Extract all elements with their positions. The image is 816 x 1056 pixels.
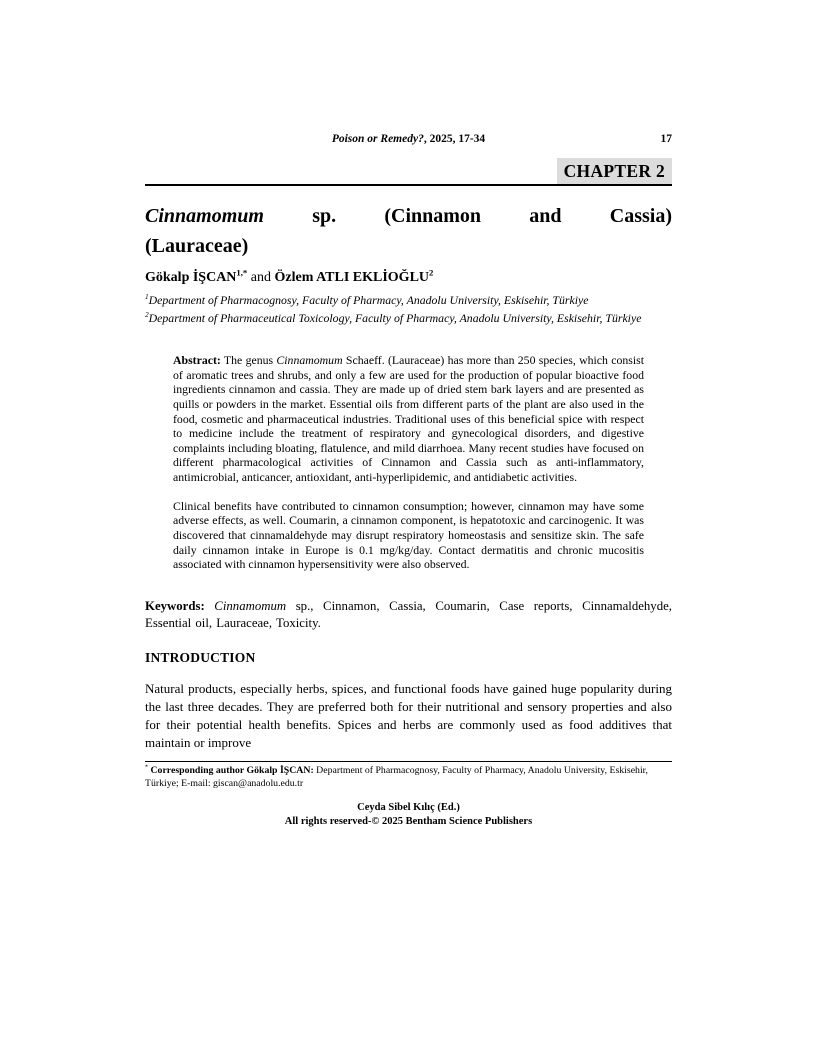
- affiliations: [145, 292, 672, 327]
- abstract-genus-italic: Cinnamomum: [276, 353, 343, 368]
- chapter-title-rest: sp. (Cinnamon and Cassia): [312, 204, 672, 227]
- corresponding-author-footnote: [145, 761, 672, 790]
- keywords-list: sp., Cinnamon, Cassia, Coumarin, Case reports, Cinnamaldehyde, Essential oil, Lauraceae, Toxicity.: [145, 598, 672, 631]
- authors-line: [145, 266, 672, 286]
- chapter-title-genus: Cinnamomum: [145, 204, 264, 227]
- footer-editor-line: Ceyda Sibel Kılıç (Ed.): [357, 801, 460, 813]
- affiliation-2: [145, 310, 672, 326]
- chapter-title-line1: [145, 201, 672, 231]
- authors-connector: and: [247, 269, 275, 285]
- abstract-paragraph-1: [173, 353, 644, 485]
- chapter-rule: [145, 158, 672, 186]
- keywords-genus-italic: Cinnamomum: [204, 598, 287, 613]
- introduction-paragraph: Natural products, especially herbs, spices, and functional foods have gained huge popularity during the last three decades. They are preferred both for their nutritional and sensory properties and also for their potential health benefits. Spices and herbs are commonly used as food additives that maintain or improve: [145, 681, 672, 751]
- affiliation-1: [145, 292, 672, 308]
- affiliation-1-text: Department of Pharmacognosy, Faculty of Pharmacy, Anadolu University, Eskisehir, Türkiye: [148, 292, 589, 307]
- footnote-marker: *: [145, 764, 149, 771]
- chapter-label: CHAPTER 2: [557, 158, 672, 184]
- footnote-text: Department of Pharmacognosy, Faculty of Pharmacy, Anadolu University, Eskisehir, Türkiye; E-mail: giscan@anadolu.edu.tr: [145, 765, 648, 789]
- footer-rights-line: All rights reserved-© 2025 Bentham Science Publishers: [284, 815, 533, 827]
- keywords-label: Keywords:: [145, 598, 205, 613]
- introduction-heading: INTRODUCTION: [145, 650, 256, 666]
- affiliation-2-text: Department of Pharmaceutical Toxicology, Faculty of Pharmacy, Anadolu University, Eskisehir, Türkiye: [148, 310, 642, 325]
- author-1-name: Gökalp İŞCAN: [145, 269, 237, 285]
- affiliation-2-superscript: 2: [145, 309, 149, 319]
- footnote-bold-text: Corresponding author Gökalp İŞCAN:: [148, 765, 314, 777]
- abstract-label: Abstract:: [173, 353, 221, 368]
- abstract-p1-start: The genus: [220, 353, 277, 368]
- author-2-name: Özlem ATLI EKLİOĞLU: [274, 269, 430, 285]
- journal-issue-text: , 2025, 17-34: [423, 133, 486, 145]
- running-head-journal: [332, 133, 485, 145]
- abstract-paragraph-2: Clinical benefits have contributed to cinnamon consumption; however, cinnamon may have some adverse effects, as well. Coumarin, a cinnamon component, is hepatotoxic and carcinogenic. It was discovered that cinnamaldehyde may disrupt respiratory homeostasis and sensitize skin. The safe daily cinnamon intake in Europe is 0.1 mg/kg/day. Contact dermatitis and chronic mucositis associated with cinnamon hypersensitivity were also observed.: [173, 498, 644, 572]
- abstract-block: [173, 353, 644, 572]
- affiliation-1-superscript: 1: [145, 291, 149, 301]
- book-footer: [145, 801, 672, 829]
- keywords-line: [145, 598, 672, 633]
- page-number: 17: [660, 133, 672, 145]
- author-1-superscript: 1,*: [236, 266, 248, 277]
- chapter-title-line2: (Lauraceae): [145, 234, 249, 257]
- journal-title-text: Poison or Remedy?: [331, 133, 424, 145]
- author-2-superscript: 2: [429, 266, 434, 277]
- chapter-title: [145, 201, 672, 261]
- running-head: [145, 133, 672, 147]
- abstract-p1-body: Schaeff. (Lauraceae) has more than 250 species, which consist of aromatic trees and shrubs, and only a few are used for the production of popular bioactive food ingredients cinnamon and cassia. They are made up of dried stem bark layers and are presented as quills or powders in the market. Essential oils from different parts of the plant are also used in the food, cosmetic and pharmaceutical industries. Traditional uses of this beneficial spice with respect to medicine include the treatment of respiratory and gynecological disorders, and digestive complaints including bloating, flatulence, and mild diarrhoea. Many recent studies have focused on different pharmacological activities of Cinnamon and Cassia such as anti-inflammatory, antimicrobial, anticancer, antioxidant, anti-hyperlipidemic, and antidiabetic activities.: [173, 353, 645, 485]
